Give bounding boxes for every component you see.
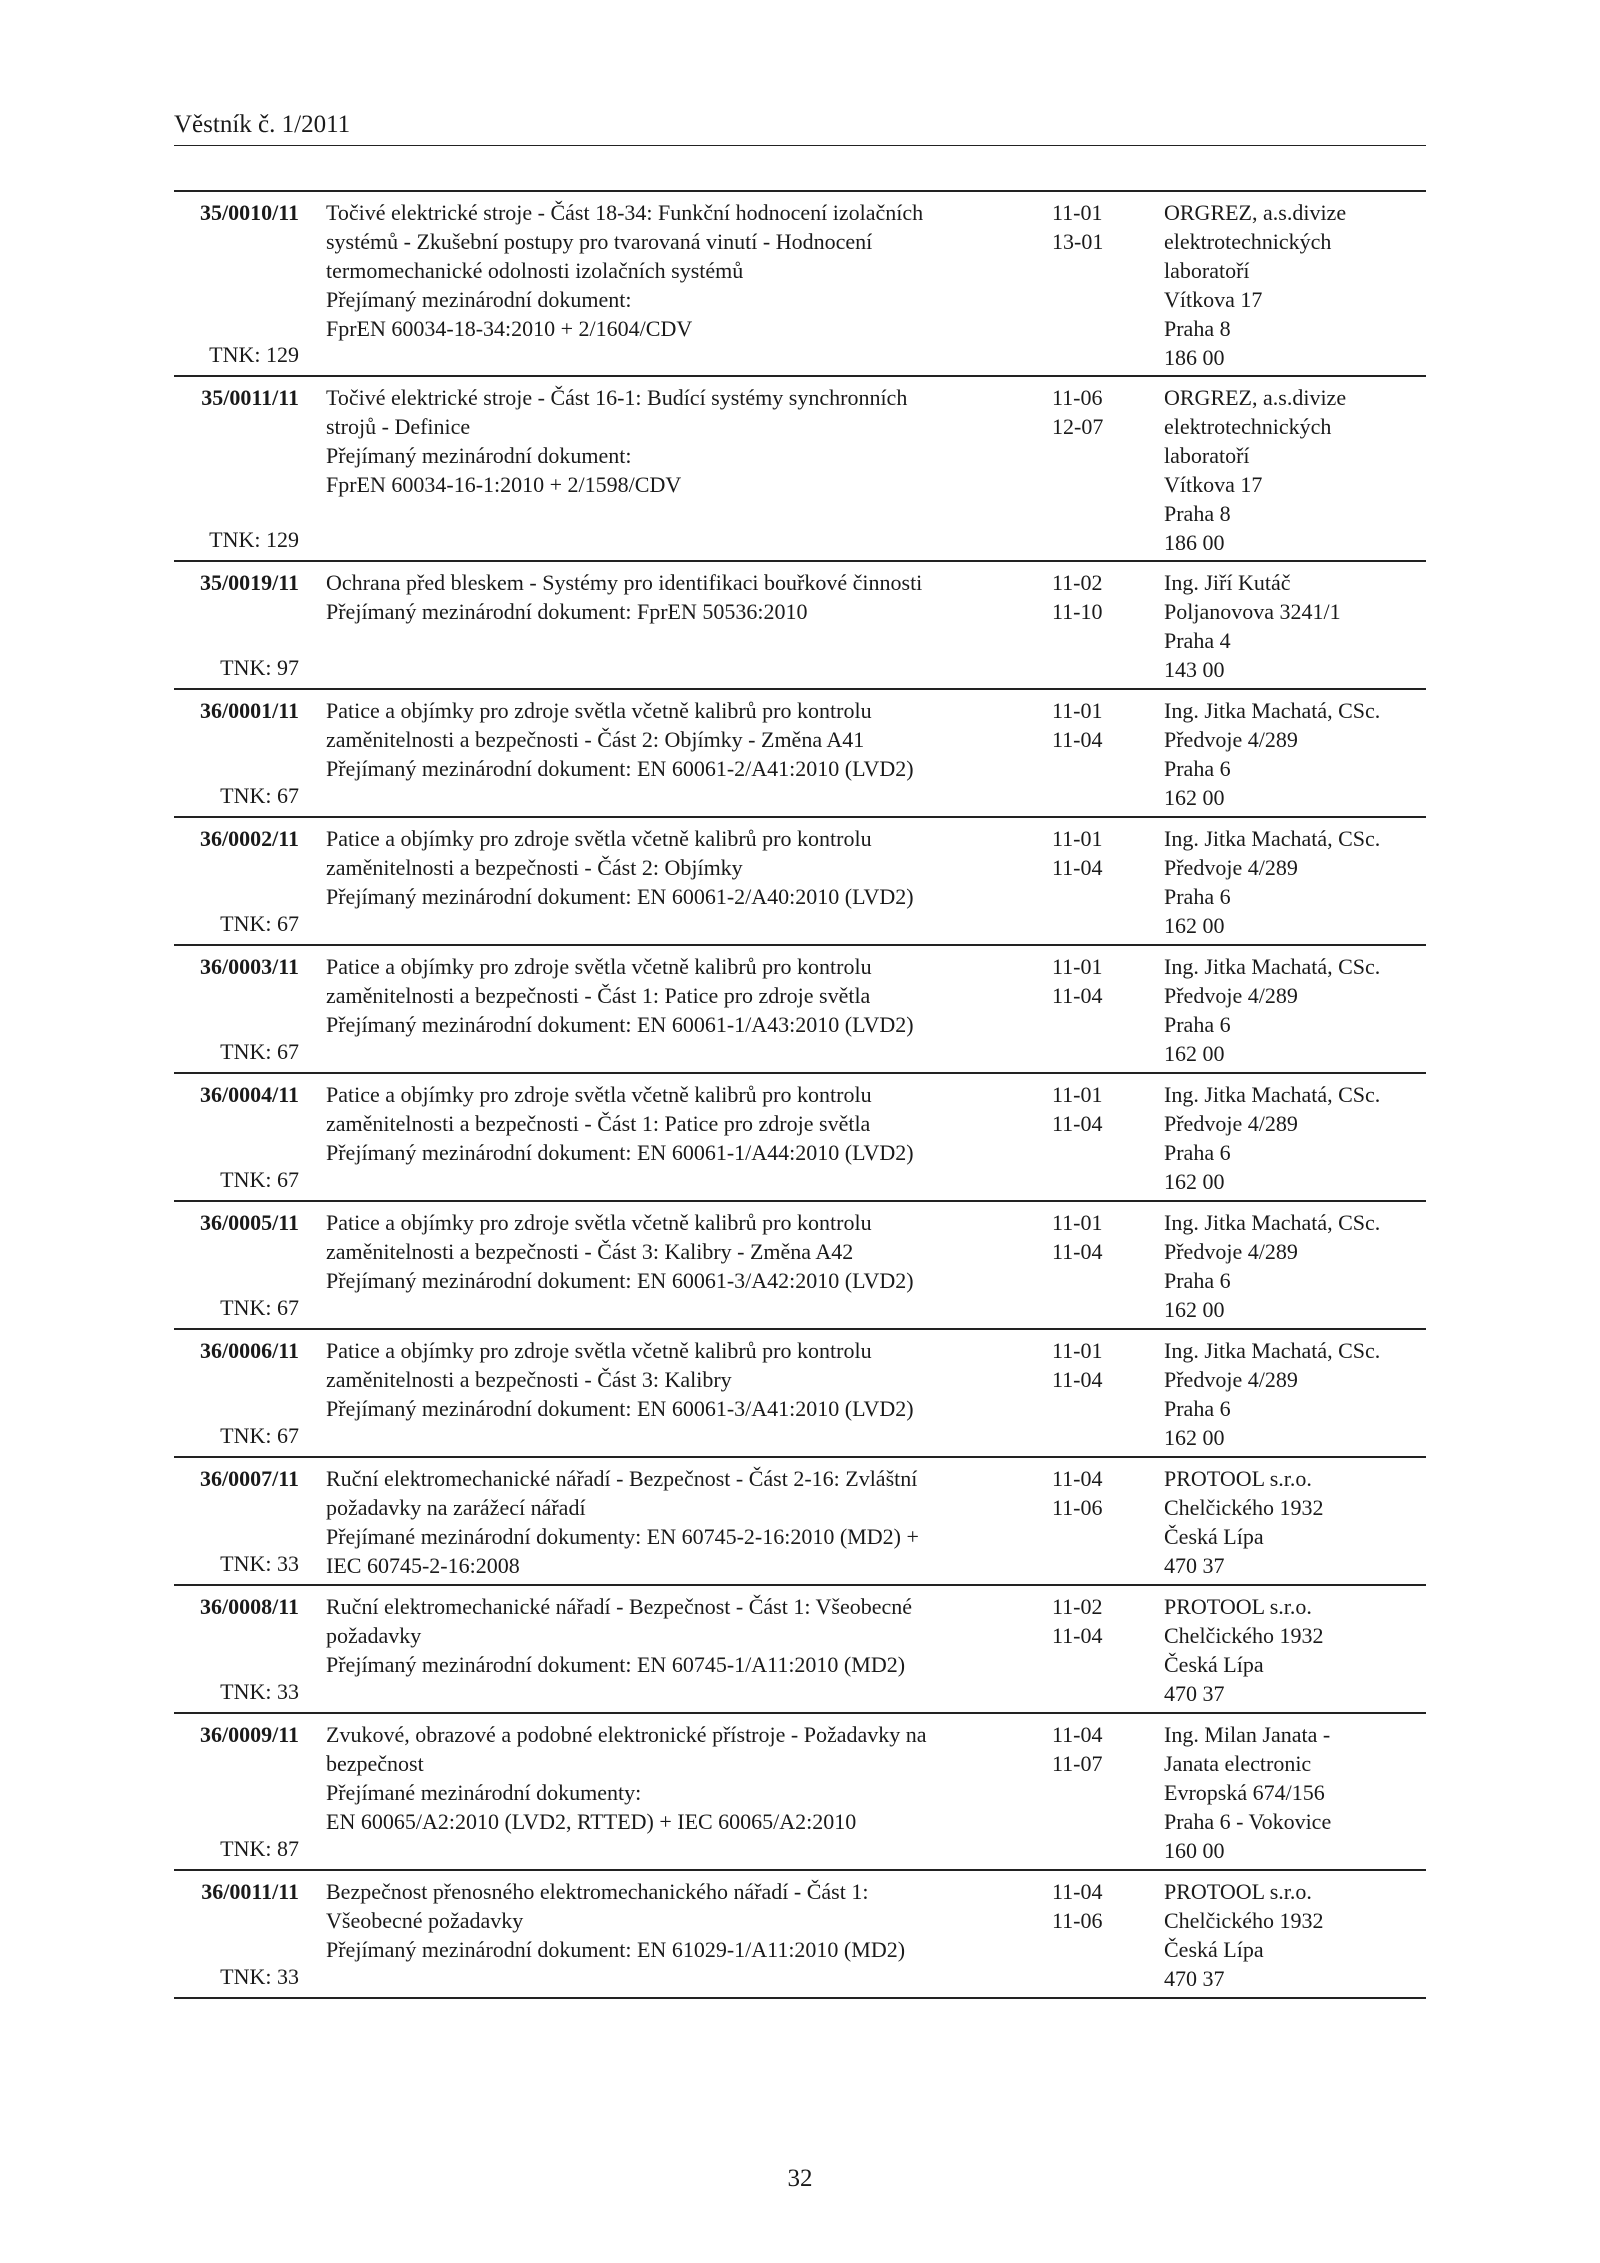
date-value: 11-01 (1052, 698, 1103, 723)
address-line: 162 00 (1164, 1169, 1225, 1194)
title-line: Přejímaný mezinárodní dokument: EN 60745-1/A11:2010 (MD2) (326, 1652, 906, 1677)
address-line: elektrotechnických (1164, 229, 1332, 254)
entry-code: 36/0003/11 (199, 954, 299, 979)
title-line: Přejímaný mezinárodní dokument: EN 61029-1/A11:2010 (MD2) (326, 1937, 906, 1962)
title-line: Přejímaný mezinárodní dokument: EN 60061-2/A41:2010 (LVD2) (326, 756, 914, 781)
entry-code: 35/0019/11 (199, 570, 299, 595)
table-row (174, 1586, 1426, 1714)
entry-code-cell (174, 1877, 299, 1989)
title-line: Patice a objímky pro zdroje světla včetně kalibrů pro kontrolu (326, 1082, 872, 1107)
date-value: 11-07 (1052, 1751, 1103, 1776)
entry-dates-cell (1052, 568, 1142, 626)
title-line: Patice a objímky pro zdroje světla včetně kalibrů pro kontrolu (326, 698, 872, 723)
date-value: 11-01 (1052, 826, 1103, 851)
entry-dates-cell (1052, 1080, 1142, 1138)
title-line: FprEN 60034-16-1:2010 + 2/1598/CDV (326, 472, 682, 497)
title-line: Točivé elektrické stroje - Část 16-1: Budící systémy synchronních (326, 385, 908, 410)
title-line: systémů - Zkušební postupy pro tvarovaná vinutí - Hodnocení (326, 229, 873, 254)
title-line: Ruční elektromechanické nářadí - Bezpečnost - Část 1: Všeobecné (326, 1594, 913, 1619)
address-line: 186 00 (1164, 530, 1225, 555)
address-line: ORGREZ, a.s.divize (1164, 200, 1347, 225)
tnk-number: TNK: 67 (220, 1295, 299, 1320)
address-line: 186 00 (1164, 345, 1225, 370)
address-line: Česká Lípa (1164, 1652, 1264, 1677)
entry-dates-cell (1052, 1720, 1142, 1778)
date-value: 11-04 (1052, 855, 1103, 880)
address-line: laboratoří (1164, 258, 1250, 283)
entry-title-cell (326, 952, 1026, 1039)
entry-dates-cell (1052, 1877, 1142, 1935)
address-line: elektrotechnických (1164, 414, 1332, 439)
entry-dates-cell (1052, 383, 1142, 441)
processor-address-cell (1164, 824, 1426, 940)
address-line: Ing. Milan Janata - (1164, 1722, 1331, 1747)
table-row (174, 1458, 1426, 1586)
address-line: 162 00 (1164, 913, 1225, 938)
date-value: 13-01 (1052, 229, 1104, 254)
title-line: zaměnitelnosti a bezpečnosti - Část 2: Objímky - Změna A41 (326, 727, 865, 752)
title-line: Patice a objímky pro zdroje světla včetně kalibrů pro kontrolu (326, 826, 872, 851)
address-line: Vítkova 17 (1164, 472, 1263, 497)
address-line: Praha 6 (1164, 1140, 1231, 1165)
address-line: Předvoje 4/289 (1164, 983, 1298, 1008)
address-line: 162 00 (1164, 785, 1225, 810)
entry-title-cell (326, 1208, 1026, 1295)
address-line: Praha 4 (1164, 628, 1231, 653)
entry-dates-cell (1052, 696, 1142, 754)
title-line: zaměnitelnosti a bezpečnosti - Část 3: Kalibry (326, 1367, 732, 1392)
entry-title-cell (326, 1336, 1026, 1423)
address-line: Předvoje 4/289 (1164, 855, 1298, 880)
processor-address-cell (1164, 1592, 1426, 1708)
address-line: PROTOOL s.r.o. (1164, 1879, 1312, 1904)
address-line: Česká Lípa (1164, 1937, 1264, 1962)
title-line: Přejímaný mezinárodní dokument: FprEN 50536:2010 (326, 599, 808, 624)
entry-dates-cell (1052, 198, 1142, 256)
entry-code-cell (174, 1720, 299, 1861)
title-line: Přejímaný mezinárodní dokument: EN 60061-2/A40:2010 (LVD2) (326, 884, 914, 909)
tnk-number: TNK: 67 (220, 1167, 299, 1192)
address-line: Chelčického 1932 (1164, 1495, 1324, 1520)
title-line: FprEN 60034-18-34:2010 + 2/1604/CDV (326, 316, 693, 341)
tnk-number: TNK: 67 (220, 911, 299, 936)
date-value: 11-04 (1052, 727, 1103, 752)
date-value: 11-04 (1052, 1722, 1103, 1747)
address-line: Předvoje 4/289 (1164, 1367, 1298, 1392)
title-line: zaměnitelnosti a bezpečnosti - Část 2: Objímky (326, 855, 743, 880)
address-line: Praha 6 - Vokovice (1164, 1809, 1332, 1834)
address-line: laboratoří (1164, 443, 1250, 468)
address-line: Ing. Jitka Machatá, CSc. (1164, 826, 1381, 851)
address-line: Vítkova 17 (1164, 287, 1263, 312)
date-value: 11-04 (1052, 1367, 1103, 1392)
entry-dates-cell (1052, 1592, 1142, 1650)
title-line: Bezpečnost přenosného elektromechanického nářadí - Část 1: (326, 1879, 869, 1904)
tnk-number: TNK: 67 (220, 783, 299, 808)
address-line: Předvoje 4/289 (1164, 1111, 1298, 1136)
table-row (174, 690, 1426, 818)
title-line: Přejímané mezinárodní dokumenty: (326, 1780, 642, 1805)
processor-address-cell (1164, 383, 1426, 557)
entry-title-cell (326, 383, 1026, 499)
date-value: 11-10 (1052, 599, 1103, 624)
date-value: 11-02 (1052, 1594, 1103, 1619)
date-value: 11-02 (1052, 570, 1103, 595)
title-line: Přejímaný mezinárodní dokument: EN 60061-1/A43:2010 (LVD2) (326, 1012, 914, 1037)
entry-dates-cell (1052, 1464, 1142, 1522)
entry-code-cell (174, 568, 299, 680)
date-value: 11-04 (1052, 1239, 1103, 1264)
processor-address-cell (1164, 198, 1426, 372)
title-line: EN 60065/A2:2010 (LVD2, RTTED) + IEC 60065/A2:2010 (326, 1809, 857, 1834)
address-line: Ing. Jitka Machatá, CSc. (1164, 1210, 1381, 1235)
address-line: Praha 6 (1164, 1268, 1231, 1293)
tnk-number: TNK: 129 (209, 527, 299, 552)
date-value: 11-06 (1052, 1495, 1103, 1520)
title-line: Všeobecné požadavky (326, 1908, 524, 1933)
date-value: 11-01 (1052, 1082, 1103, 1107)
entry-code: 36/0011/11 (201, 1879, 299, 1904)
address-line: Janata electronic (1164, 1751, 1312, 1776)
entry-code-cell (174, 1208, 299, 1320)
entry-dates-cell (1052, 824, 1142, 882)
title-line: IEC 60745-2-16:2008 (326, 1553, 520, 1578)
address-line: ORGREZ, a.s.divize (1164, 385, 1347, 410)
address-line: Ing. Jitka Machatá, CSc. (1164, 1082, 1381, 1107)
address-line: 162 00 (1164, 1297, 1225, 1322)
entry-title-cell (326, 824, 1026, 911)
table-row (174, 1202, 1426, 1330)
table-row (174, 818, 1426, 946)
entry-code: 36/0002/11 (199, 826, 299, 851)
title-line: Ochrana před bleskem - Systémy pro identifikaci bouřkové činnosti (326, 570, 923, 595)
entry-title-cell (326, 1877, 1026, 1964)
address-line: 160 00 (1164, 1838, 1225, 1863)
header-rule (174, 145, 1426, 146)
tnk-number: TNK: 67 (220, 1423, 299, 1448)
address-line: 143 00 (1164, 657, 1225, 682)
entry-code: 36/0007/11 (199, 1466, 299, 1491)
page-header-title: Věstník č. 1/2011 (174, 111, 351, 138)
entry-title-cell (326, 568, 1026, 626)
title-line: Přejímaný mezinárodní dokument: (326, 287, 632, 312)
address-line: Praha 6 (1164, 756, 1231, 781)
table-row (174, 1330, 1426, 1458)
date-value: 11-04 (1052, 1466, 1103, 1491)
tnk-number: TNK: 97 (220, 655, 299, 680)
entry-title-cell (326, 1464, 1026, 1580)
entry-code: 36/0009/11 (199, 1722, 299, 1747)
entry-code-cell (174, 1592, 299, 1704)
entry-code: 35/0011/11 (201, 385, 299, 410)
processor-address-cell (1164, 1877, 1426, 1993)
title-line: zaměnitelnosti a bezpečnosti - Část 1: Patice pro zdroje světla (326, 1111, 871, 1136)
title-line: Přejímaný mezinárodní dokument: EN 60061-1/A44:2010 (LVD2) (326, 1140, 914, 1165)
standards-table (174, 190, 1426, 1999)
address-line: Česká Lípa (1164, 1524, 1264, 1549)
table-row (174, 192, 1426, 377)
title-line: Ruční elektromechanické nářadí - Bezpečnost - Část 2-16: Zvláštní (326, 1466, 918, 1491)
table-row (174, 562, 1426, 690)
entry-code-cell (174, 1080, 299, 1192)
address-line: Praha 6 (1164, 1396, 1231, 1421)
title-line: Točivé elektrické stroje - Část 18-34: Funkční hodnocení izolačních (326, 200, 924, 225)
table-row (174, 1714, 1426, 1871)
entry-dates-cell (1052, 1208, 1142, 1266)
processor-address-cell (1164, 952, 1426, 1068)
address-line: Předvoje 4/289 (1164, 1239, 1298, 1264)
address-line: Ing. Jitka Machatá, CSc. (1164, 1338, 1381, 1363)
title-line: Přejímaný mezinárodní dokument: EN 60061-3/A42:2010 (LVD2) (326, 1268, 914, 1293)
title-line: Patice a objímky pro zdroje světla včetně kalibrů pro kontrolu (326, 1210, 872, 1235)
entry-code: 35/0010/11 (199, 200, 299, 225)
entry-code-cell (174, 1336, 299, 1448)
table-row (174, 946, 1426, 1074)
address-line: Praha 6 (1164, 1012, 1231, 1037)
entry-code: 36/0005/11 (199, 1210, 299, 1235)
processor-address-cell (1164, 1464, 1426, 1580)
address-line: Ing. Jiří Kutáč (1164, 570, 1291, 595)
address-line: Praha 8 (1164, 501, 1231, 526)
tnk-number: TNK: 33 (220, 1679, 299, 1704)
entry-code-cell (174, 952, 299, 1064)
address-line: Poljanovova 3241/1 (1164, 599, 1341, 624)
address-line: Chelčického 1932 (1164, 1623, 1324, 1648)
title-line: termomechanické odolnosti izolačních systémů (326, 258, 744, 283)
address-line: PROTOOL s.r.o. (1164, 1466, 1312, 1491)
title-line: Zvukové, obrazové a podobné elektronické přístroje - Požadavky na (326, 1722, 927, 1747)
entry-title-cell (326, 1592, 1026, 1679)
address-line: 470 37 (1164, 1966, 1225, 1991)
address-line: Předvoje 4/289 (1164, 727, 1298, 752)
tnk-number: TNK: 33 (220, 1551, 299, 1576)
entry-code-cell (174, 696, 299, 808)
tnk-number: TNK: 129 (209, 342, 299, 367)
tnk-number: TNK: 33 (220, 1964, 299, 1989)
entry-dates-cell (1052, 952, 1142, 1010)
address-line: 162 00 (1164, 1041, 1225, 1066)
title-line: Patice a objímky pro zdroje světla včetně kalibrů pro kontrolu (326, 1338, 872, 1363)
table-row (174, 1074, 1426, 1202)
processor-address-cell (1164, 1336, 1426, 1452)
page-number: 32 (787, 2165, 813, 2192)
entry-title-cell (326, 696, 1026, 783)
entry-code: 36/0006/11 (199, 1338, 299, 1363)
title-line: zaměnitelnosti a bezpečnosti - Část 1: Patice pro zdroje světla (326, 983, 871, 1008)
title-line: Přejímaný mezinárodní dokument: (326, 443, 632, 468)
address-line: Chelčického 1932 (1164, 1908, 1324, 1933)
processor-address-cell (1164, 568, 1426, 684)
date-value: 11-01 (1052, 954, 1103, 979)
date-value: 11-06 (1052, 1908, 1103, 1933)
entry-title-cell (326, 198, 1026, 343)
title-line: bezpečnost (326, 1751, 424, 1776)
title-line: požadavky na zarážecí nářadí (326, 1495, 586, 1520)
date-value: 11-04 (1052, 1623, 1103, 1648)
date-value: 11-04 (1052, 1879, 1103, 1904)
title-line: Přejímaný mezinárodní dokument: EN 60061-3/A41:2010 (LVD2) (326, 1396, 914, 1421)
entry-code-cell (174, 198, 299, 367)
processor-address-cell (1164, 696, 1426, 812)
title-line: strojů - Definice (326, 414, 471, 439)
entry-code-cell (174, 1464, 299, 1576)
processor-address-cell (1164, 1208, 1426, 1324)
title-line: zaměnitelnosti a bezpečnosti - Část 3: Kalibry - Změna A42 (326, 1239, 854, 1264)
entry-code-cell (174, 824, 299, 936)
entry-code: 36/0008/11 (199, 1594, 299, 1619)
address-line: Ing. Jitka Machatá, CSc. (1164, 698, 1381, 723)
entry-code: 36/0001/11 (199, 698, 299, 723)
title-line: požadavky (326, 1623, 422, 1648)
date-value: 11-01 (1052, 1338, 1103, 1363)
date-value: 11-06 (1052, 385, 1103, 410)
date-value: 11-01 (1052, 200, 1103, 225)
tnk-number: TNK: 67 (220, 1039, 299, 1064)
address-line: Praha 6 (1164, 884, 1231, 909)
date-value: 12-07 (1052, 414, 1104, 439)
title-line: Patice a objímky pro zdroje světla včetně kalibrů pro kontrolu (326, 954, 872, 979)
address-line: Praha 8 (1164, 316, 1231, 341)
date-value: 11-01 (1052, 1210, 1103, 1235)
address-line: 470 37 (1164, 1681, 1225, 1706)
entry-title-cell (326, 1080, 1026, 1167)
address-line: PROTOOL s.r.o. (1164, 1594, 1312, 1619)
table-row (174, 377, 1426, 562)
address-line: Evropská 674/156 (1164, 1780, 1325, 1805)
date-value: 11-04 (1052, 983, 1103, 1008)
entry-dates-cell (1052, 1336, 1142, 1394)
entry-title-cell (326, 1720, 1026, 1836)
processor-address-cell (1164, 1080, 1426, 1196)
title-line: Přejímané mezinárodní dokumenty: EN 60745-2-16:2010 (MD2) + (326, 1524, 919, 1549)
processor-address-cell (1164, 1720, 1426, 1865)
tnk-number: TNK: 87 (220, 1836, 299, 1861)
entry-code-cell (174, 383, 299, 552)
entry-code: 36/0004/11 (199, 1082, 299, 1107)
address-line: 470 37 (1164, 1553, 1225, 1578)
table-row (174, 1871, 1426, 1999)
address-line: Ing. Jitka Machatá, CSc. (1164, 954, 1381, 979)
date-value: 11-04 (1052, 1111, 1103, 1136)
address-line: 162 00 (1164, 1425, 1225, 1450)
